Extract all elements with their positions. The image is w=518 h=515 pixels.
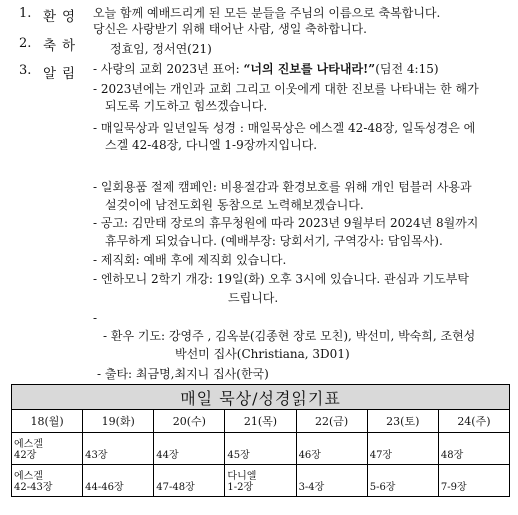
notice-progress-line: 되도록 기도하고 힘쓰겠습니다. (105, 99, 268, 113)
motto-label: - 사랑의 교회 2023년 표어: (93, 62, 244, 76)
notice-enharmony-line: - 엔하모니 2학기 개강: 19일(화) 오후 3시에 있습니다. 관심과 기도부탁 (93, 272, 469, 286)
schedule-cell: 에스겔 42-43장 (12, 465, 83, 497)
day-header: 21(목) (225, 410, 296, 433)
welcome-text: 오늘 함께 예배드리게 된 모든 분들을 주님의 이름으로 축복합니다. (93, 6, 441, 20)
schedule-cell: 47장 (367, 433, 438, 465)
schedule-cell: 45장 (225, 433, 296, 465)
motto-text: “너의 진보를 나타내라!” (243, 62, 376, 76)
schedule-cell: 44-46장 (83, 465, 154, 497)
schedule-cell: 43장 (83, 433, 154, 465)
notice-campaign-line: 설겆이에 남전도회원 동참으로 노력해보겠습니다. (105, 198, 364, 212)
day-header: 23(토) (367, 410, 438, 433)
notice-motto (93, 62, 439, 76)
schedule-row-devotion (12, 433, 510, 465)
motto-reference: (딤전 4:15) (375, 62, 439, 76)
schedule-cell: 에스겔 42장 (12, 433, 83, 465)
notice-prayer-line: - 환우 기도: 강영주 , 김옥분(김종현 장로 모친), 박선미, 박숙희, 조현성 (103, 329, 476, 343)
section-number: 3. (19, 63, 32, 78)
day-header: 20(수) (154, 410, 225, 433)
notice-devotion-line: - 매일묵상과 일년일독 성경 : 매일묵상은 에스겔 42-48장, 일독성경은 에 (93, 121, 476, 135)
schedule-row-reading (12, 465, 510, 497)
notice-prayer-line: 박선미 집사(Christiana, 3D01) (175, 347, 350, 361)
notice-travel: - 출타: 최금명,최지니 집사(한국) (97, 367, 269, 381)
schedule-cell: 다니엘 1-2장 (225, 465, 296, 497)
section-number: 2. (19, 36, 32, 51)
section-title-notices: 알림 (43, 66, 82, 82)
notice-announcement-line: 휴무하게 되었습니다. (예배부장: 당회서기, 구역강사: 담임목사). (105, 234, 443, 248)
schedule-header-row (12, 410, 510, 433)
schedule-cell: 44장 (154, 433, 225, 465)
notice-meeting: - 제직회: 예배 후에 제직회 있습니다. (93, 253, 287, 267)
notice-devotion-line: 스겔 42-48장, 다니엘 1-9장까지입니다. (105, 138, 318, 152)
schedule-title: 매일 묵상/성경읽기표 (12, 385, 510, 410)
section-title-welcome: 환영 (43, 9, 82, 25)
notice-enharmony-line: 드립니다. (228, 291, 279, 305)
day-header: 19(화) (83, 410, 154, 433)
notice-announcement-line: - 공고: 김만태 장로의 휴무청원에 따라 2023년 9월부터 2024년 8월까지 (93, 216, 479, 230)
notice-progress-line: - 2023년에는 개인과 교회 그리고 이웃에게 대한 진보를 나타내는 한 해가 (93, 82, 479, 96)
day-header: 24(주) (438, 410, 509, 433)
schedule-cell: 46장 (296, 433, 367, 465)
section-title-congrats: 축하 (43, 38, 82, 54)
day-header: 22(금) (296, 410, 367, 433)
reading-schedule-table (11, 384, 510, 497)
section-number: 1. (19, 6, 32, 21)
schedule-cell: 5-6장 (367, 465, 438, 497)
birthday-message: 당신은 사랑받기 위해 태어난 사람, 생일 축하합니다. (93, 22, 367, 36)
notice-campaign-line: - 일회용품 절제 캠페인: 비용절감과 환경보호를 위해 개인 텀블러 사용과 (93, 180, 472, 194)
schedule-cell: 7-9장 (438, 465, 509, 497)
schedule-cell: 47-48장 (154, 465, 225, 497)
schedule-cell: 3-4장 (296, 465, 367, 497)
notice-empty-dash: - (93, 311, 98, 325)
birthday-names: 정효임, 정서연(21) (110, 42, 212, 56)
schedule-cell: 48장 (438, 433, 509, 465)
day-header: 18(월) (12, 410, 83, 433)
